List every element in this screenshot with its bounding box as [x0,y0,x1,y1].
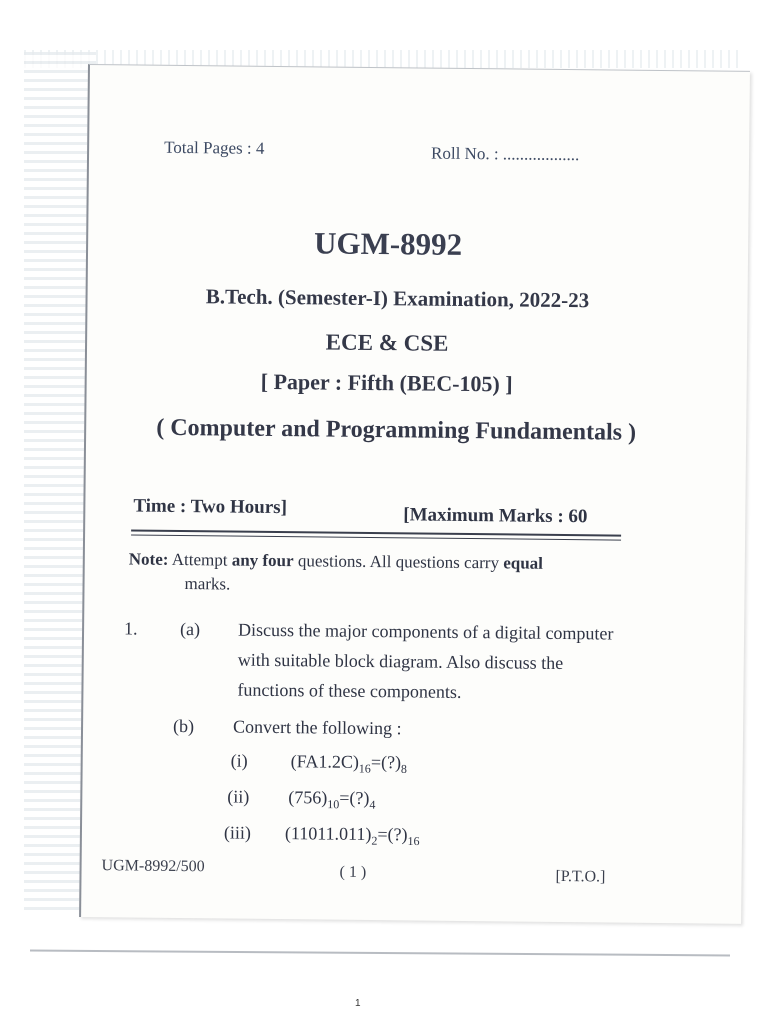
paper-code: UGM-8992 [313,225,463,262]
conversion-label-i: (i) [230,750,248,771]
note-label: Note: [128,549,169,569]
conversion-expression-ii: $(756)_{10}=(?)_4$ [288,787,376,812]
footer-pto: [P.T.O.] [555,867,606,886]
note-bold-2: equal [503,553,544,573]
note-text-3: marks. [184,574,231,594]
subject-title: ( Computer and Programming Fundamentals ) [156,414,637,446]
exam-title: B.Tech. (Semester-I) Examination, 2022-23 [205,284,590,313]
note-text-2: questions. All questions carry [297,551,500,573]
total-pages: Total Pages : 4 [164,137,265,158]
branch-name: ECE & CSE [325,329,449,356]
part-b-label: (b) [172,715,195,737]
conversion-expression-i: $(FA1.2C)_{16}=(?)_8$ [290,751,408,776]
question-paper-sheet [79,64,750,924]
roll-number: Roll No. : .................. [430,143,580,165]
conversion-label-iii: (iii) [223,822,252,843]
part-a-label: (a) [179,618,201,640]
page-marker: 1 [355,998,361,1009]
note-text-1: Attempt [171,549,228,570]
conversion-expression-iii: $(11011.011)_2=(?)_{16}$ [284,823,420,849]
question-number: 1. [123,618,138,639]
note-bold-1: any four [231,550,294,571]
instructions-note [128,547,628,600]
conversion-label-ii: (ii) [227,786,250,807]
part-a-text: Discuss the major components of a digital computer with suitable block diagram. Also discuss the functions of these components. [237,619,614,702]
exam-time: Time : Two Hours] [133,495,288,519]
footer-code: UGM-8992/500 [101,857,205,876]
maximum-marks: [Maximum Marks : 60 [403,504,588,528]
footer-page-number: ( 1 ) [339,863,367,881]
paper-number: [ Paper : Fifth (BEC-105) ] [260,368,513,397]
sheet-bottom-edge [30,950,730,957]
part-b-text: Convert the following : [232,716,402,739]
